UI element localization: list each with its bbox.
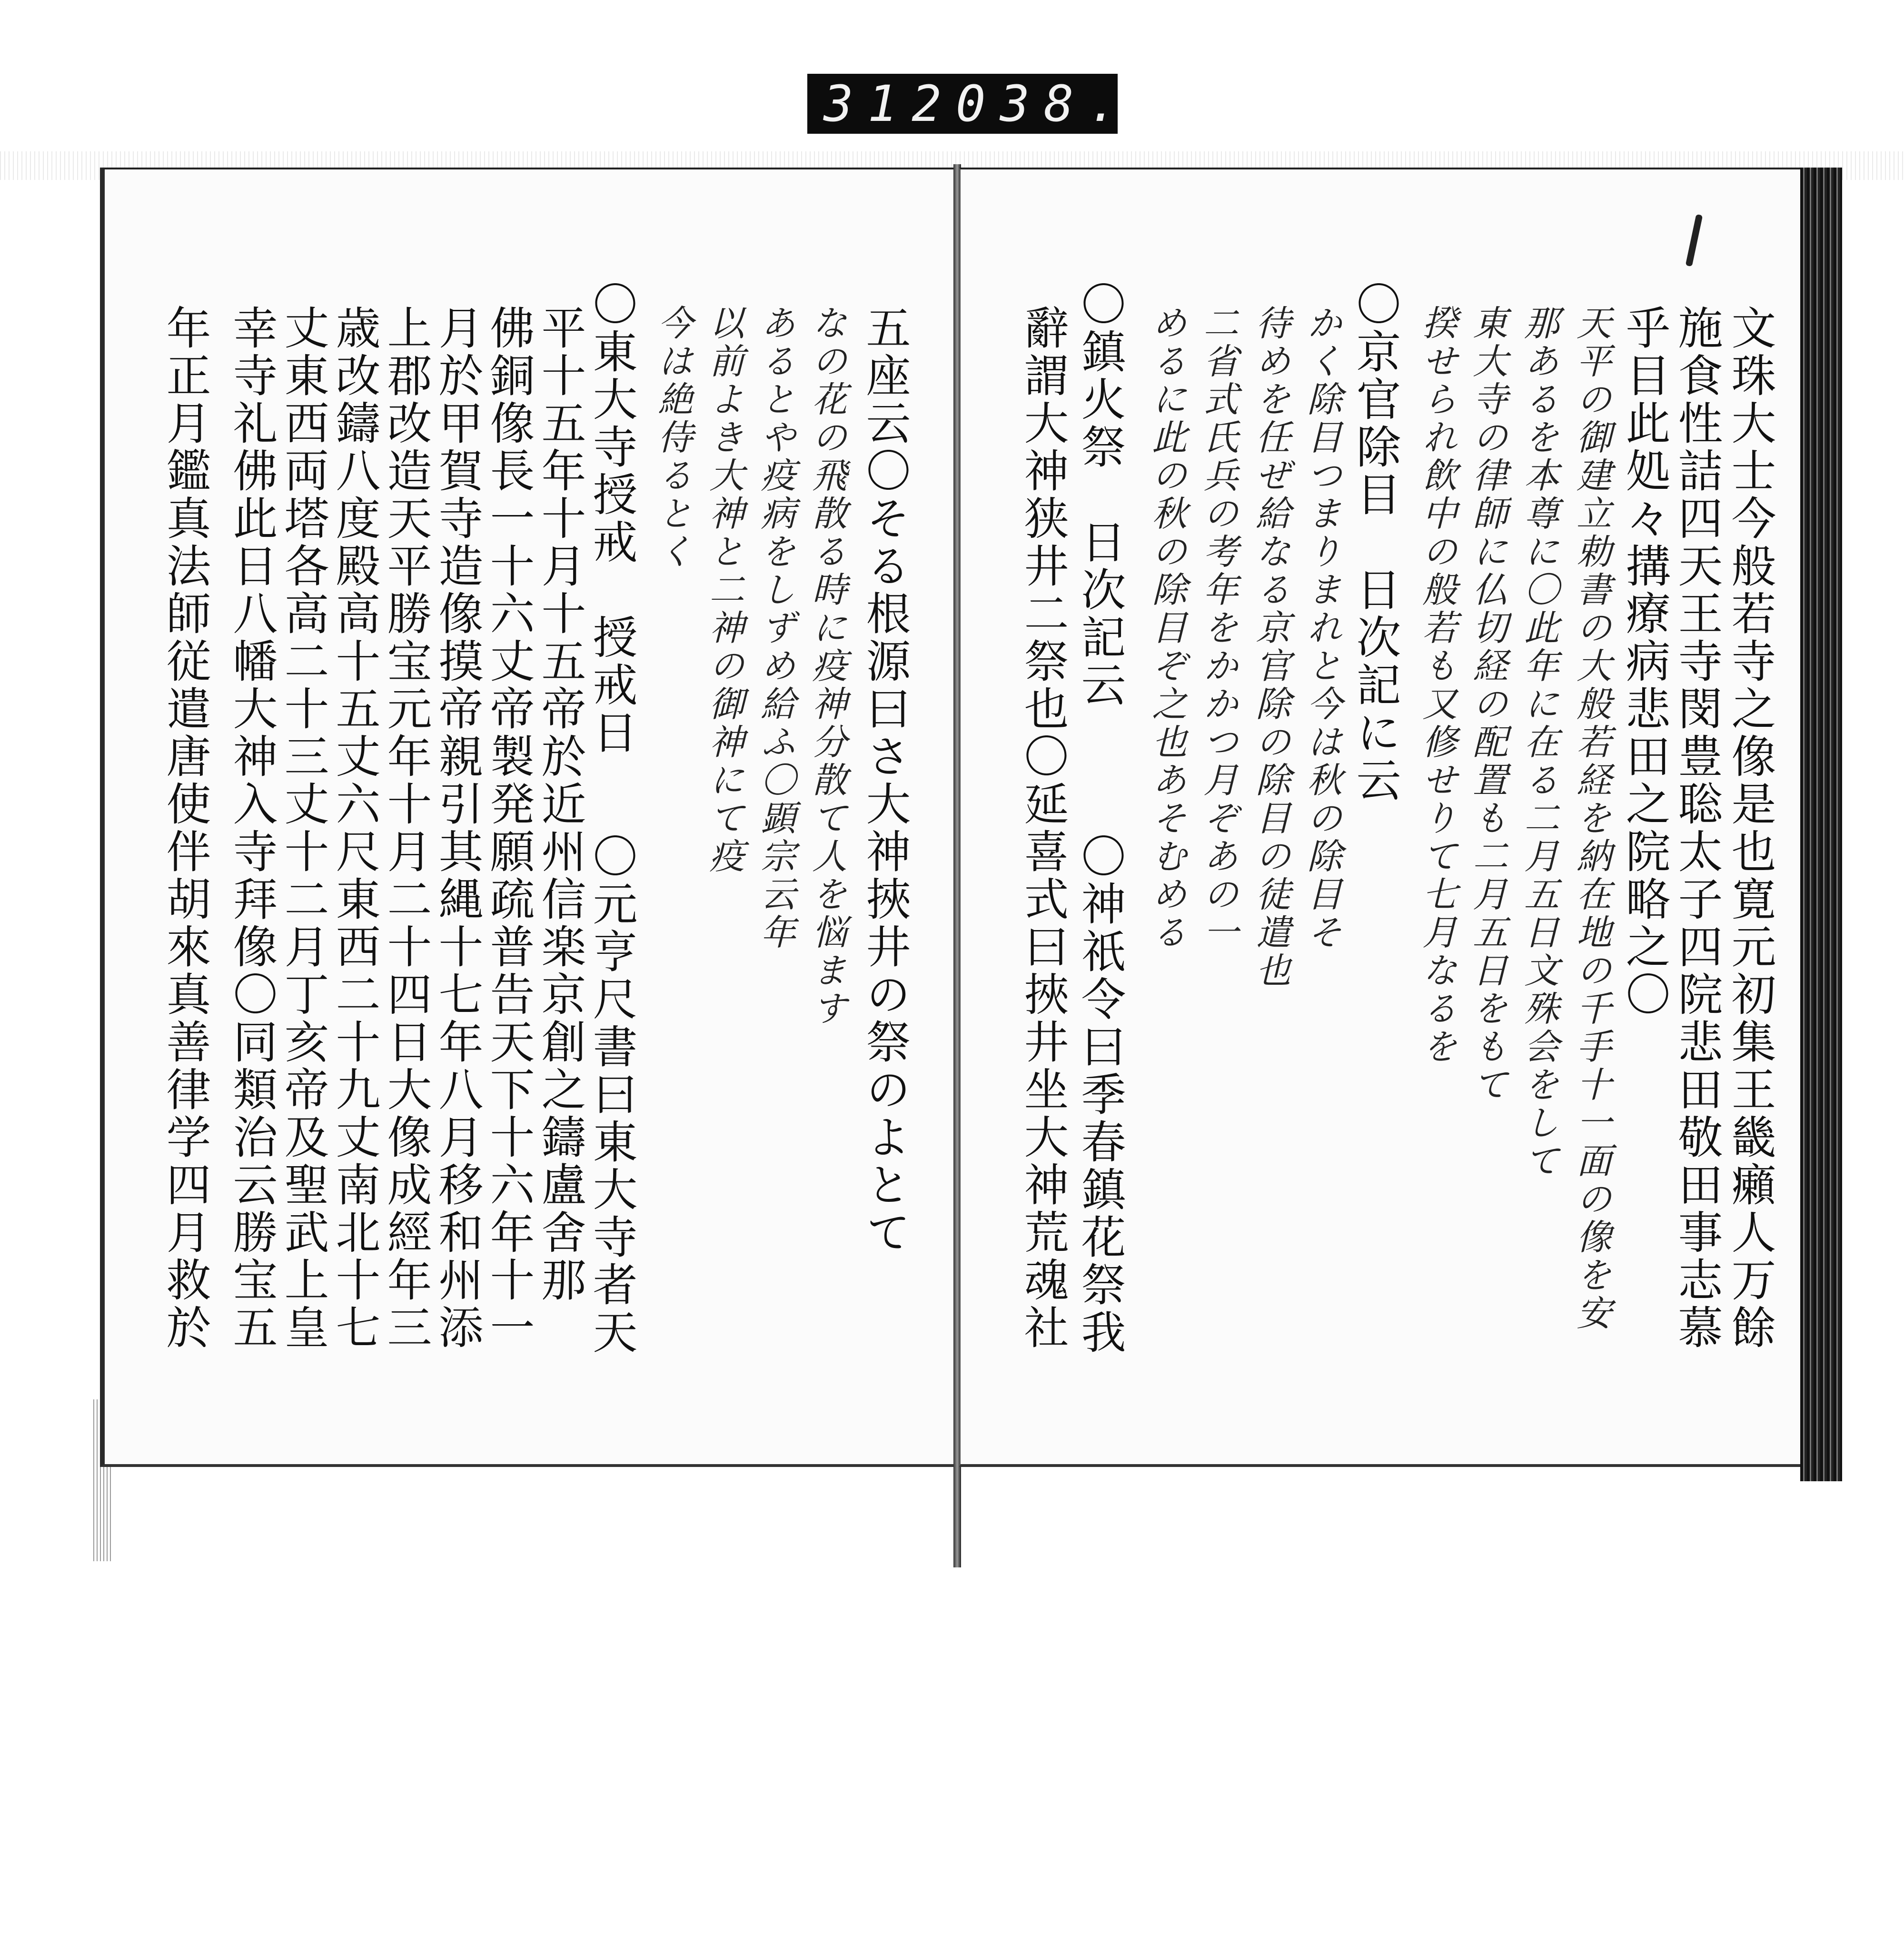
right-page-column-14: 辭謂大神狭井二祭也〇延喜式曰挾井坐大神荒魂社 (1016, 305, 1068, 1352)
right-page-column-5: 那あるを本尊に〇此年に在る二月五日文殊会をして (1518, 305, 1559, 1180)
right-page-column-4: 天平の御建立勅書の大般若経を納在地の千手十一面の像を安 (1571, 305, 1612, 1333)
left-page-column-12: 歳改鑄八度殿高十五丈六尺東西二十九丈南北十七 (328, 305, 380, 1352)
left-page-column-2: なの花の飛散る時に疫神分散て人を悩ます (806, 305, 847, 1028)
reel-number: 312 (823, 75, 956, 133)
right-page-column-7: 揆せられ飲中の般若も又修せりて七月なるを (1417, 305, 1458, 1066)
left-page-column-10: 月於甲賀寺造像摸帝親引其縄十七年八月移和州添 (431, 305, 483, 1352)
right-page-column-2: 施食性詰四天王寺閔豊聡太子四院悲田敬田事志慕 (1670, 305, 1722, 1352)
left-page-heading-todaiji-jukai: 〇東大寺授戒 授戒日 (585, 281, 637, 757)
left-page-column-9: 佛銅像長一十六丈帝製発願疏普告天下十六年十一 (482, 305, 534, 1352)
left-page-column-5: 今は絶侍るとく (652, 305, 693, 571)
right-page-column-12: めるに此の秋の除目ぞ之也あそむめる (1146, 305, 1187, 952)
left-page-column-15: 年正月鑑真法師従遣唐使伴胡來真善律学四月救於 (159, 305, 210, 1352)
left-page-column-3: あるとや疫病をしずめ給ふ〇顕宗云年 (755, 305, 796, 952)
right-page-column-10: 待めを任ぜ給なる京官除の除目の徒遣也 (1250, 305, 1291, 990)
right-page-column-3: 乎目此処々搆療病悲田之院略之〇 (1618, 305, 1670, 1019)
page-stack-edge-right (1800, 168, 1842, 1481)
right-page-heading-kyokan-jimoku: 〇京官除目 日次記に云 (1349, 281, 1400, 804)
left-page-column-14: 幸寺礼佛此日八幡大神入寺拜像〇同類治云勝宝五 (225, 305, 277, 1352)
scan-frame-label (807, 74, 1132, 134)
left-page-column-1: 五座云〇そる根源曰さ大神挾井の祭のよとて (858, 305, 910, 1257)
left-page-column-11: 上郡改造天平勝宝元年十月二十四日大像成經年三 (379, 305, 431, 1352)
right-page-jingiryo-note: 〇神祇令曰季春鎮花祭我 (1073, 833, 1125, 1357)
left-page-column-13: 丈東西両塔各高二十三丈十二月丁亥帝及聖武上皇 (277, 305, 328, 1352)
frame-number: 038. (955, 75, 1132, 133)
right-page-heading-chinkasai: 〇鎮火祭 日次記云 (1073, 281, 1125, 709)
left-page-column-8: 平十五年十月十五帝於近州信楽京創之鑄盧舍那 (534, 305, 585, 1304)
left-page-genko-shakusho: 〇元亨尺書曰東大寺者天 (585, 833, 637, 1357)
right-page-column-6: 東大寺の律師に仏切経の配置も二月五日をもて (1467, 305, 1508, 1104)
right-page-column-9: かく除目つまりまれと今は秋の除目そ (1301, 305, 1342, 952)
left-page-column-4: 以前よき大神と二神の御神にて疫 (704, 305, 744, 876)
right-page-column-11: 二省式氏兵の考年をかかつ月ぞあの一 (1198, 305, 1239, 952)
right-page-column-1: 文珠大士今般若寺之像是也寛元初集王畿癩人万餘 (1724, 305, 1775, 1352)
